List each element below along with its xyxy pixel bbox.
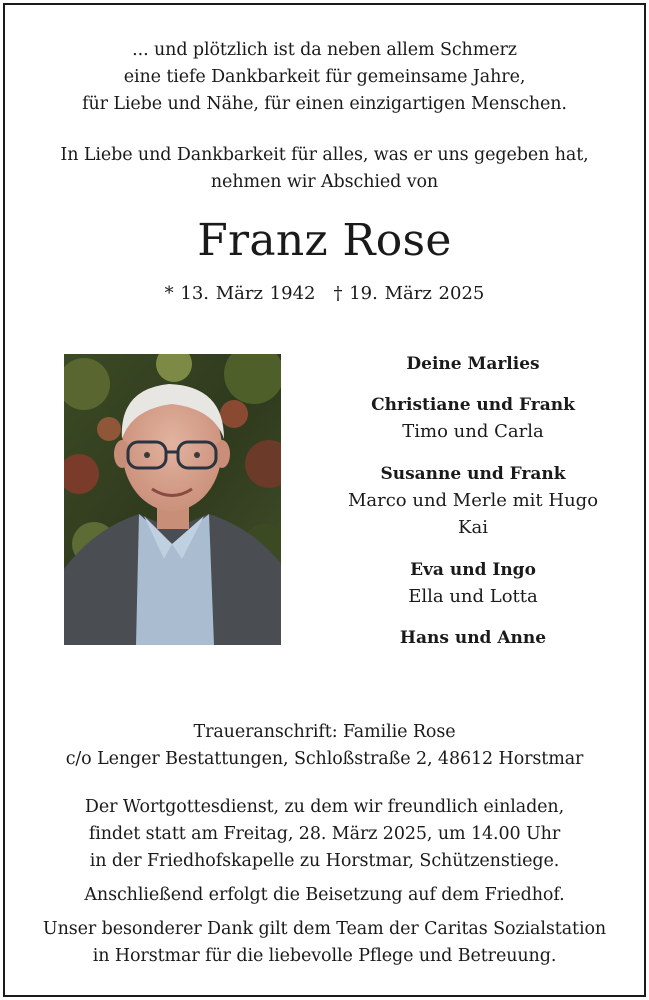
family-block-5 — [323, 625, 623, 651]
family-member: Marco und Merle mit Hugo — [347, 490, 599, 511]
family-lead: Hans und Anne — [399, 628, 547, 648]
thanks-line-2: in Horstmar für die liebevolle Pflege und Betreuung. — [92, 946, 557, 966]
family-block-4 — [323, 557, 623, 610]
intro-line-3: für Liebe und Nähe, für einen einzigartigen Menschen. — [82, 94, 567, 114]
family-lead: Christiane und Frank — [371, 395, 575, 415]
family-block-1 — [323, 351, 623, 377]
family-lead: Susanne und Frank — [380, 464, 566, 484]
family-block-2 — [323, 392, 623, 445]
family-lead: Eva und Ingo — [410, 560, 536, 580]
birth-date: * 13. März 1942 — [164, 283, 316, 304]
intro-line-2: eine tiefe Dankbarkeit für gemeinsame Jahre, — [123, 67, 526, 87]
family-member: Kai — [458, 517, 488, 538]
service-line-1: Der Wortgottesdienst, zu dem wir freundlich einladen, — [84, 797, 565, 817]
family-member: Timo und Carla — [402, 421, 544, 442]
service-line-3: in der Friedhofskapelle zu Horstmar, Schützenstiege. — [89, 851, 560, 871]
life-dates — [0, 281, 649, 307]
intro-line-1: ... und plötzlich ist da neben allem Schmerz — [132, 40, 517, 60]
thanks-line-1: Unser besonderer Dank gilt dem Team der Caritas Sozialstation — [42, 919, 607, 939]
service-line-2: findet statt am Freitag, 28. März 2025, um 14.00 Uhr — [88, 824, 561, 844]
service-line-4: Anschließend erfolgt die Beisetzung auf dem Friedhof. — [84, 885, 565, 905]
family-lead: Deine Marlies — [406, 354, 540, 374]
address-line-2: c/o Lenger Bestattungen, Schloßstraße 2, 48612 Horstmar — [65, 749, 584, 769]
portrait-photo — [64, 354, 281, 645]
deceased-name: Franz Rose — [197, 215, 452, 266]
family-member: Ella und Lotta — [408, 586, 538, 607]
address-line-1: Traueranschrift: Familie Rose — [193, 722, 456, 742]
intro-line-5: nehmen wir Abschied von — [210, 172, 439, 192]
death-date: † 19. März 2025 — [333, 283, 485, 304]
family-block-3 — [323, 461, 623, 541]
intro-line-4: In Liebe und Dankbarkeit für alles, was er uns gegeben hat, — [60, 145, 589, 165]
